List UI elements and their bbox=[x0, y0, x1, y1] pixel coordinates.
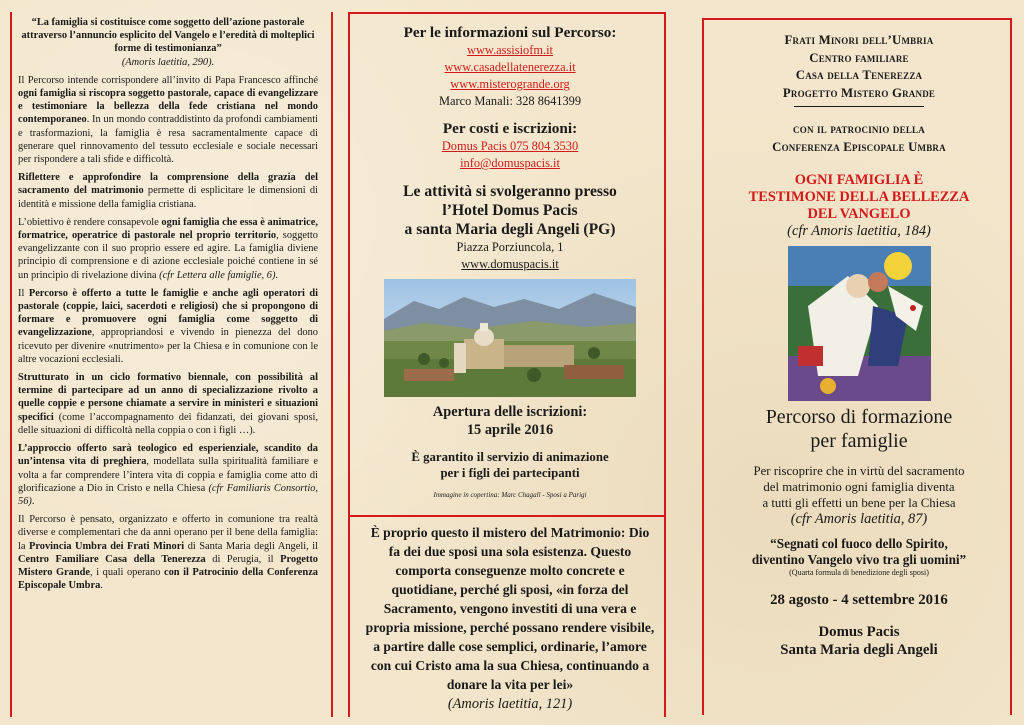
text: , modellata sulla spiritualità familiare e volta a far comprendere l’intera vita di coppia e famiglia come atto di glorificazione a Dio in Cristo e nella Chiesa bbox=[18, 456, 318, 494]
text: . bbox=[275, 269, 279, 281]
event-dates: 28 agosto - 4 settembre 2016 bbox=[770, 592, 948, 608]
landscape-illustration bbox=[384, 279, 636, 397]
text: Il bbox=[18, 287, 29, 299]
text: (come l’accompagnamento dei fidanzati, dei giovani sposi, delle situazioni di difficoltà nella coppia o con i figli …). bbox=[18, 411, 318, 436]
subtitle-line-2: del matrimonio ogni famiglia diventa bbox=[763, 480, 955, 494]
text-bold: Provincia Umbra dei Frati Minori bbox=[29, 540, 185, 552]
text-bold: Centro Familiare Casa della Tenerezza bbox=[18, 553, 206, 565]
apertura-date: 15 aprile 2016 bbox=[466, 422, 554, 438]
venue-address: Piazza Porziuncola, 1 bbox=[456, 240, 564, 254]
org-frati-minori: Frati Minori dell’Umbria bbox=[784, 33, 934, 47]
frame-line-col1-right bbox=[331, 12, 333, 717]
painting-illustration bbox=[788, 246, 931, 401]
frame-line-col2-right bbox=[664, 12, 666, 717]
frame-line-col3-left bbox=[702, 18, 704, 715]
cover-title-line-1: OGNI FAMIGLIA È bbox=[794, 172, 924, 188]
venue-line-1: Le attività si svolgeranno presso bbox=[403, 183, 617, 200]
paragraph-pensato bbox=[18, 513, 318, 592]
animazione-line-2: per i figli dei partecipanti bbox=[440, 466, 580, 480]
frame-line-left bbox=[10, 12, 12, 717]
text: . In un mondo contraddistinto da profondi cambiamenti e trasformazioni, la famiglia è resa sacramentalmente capace di generare quel rinnovamento del tessuto ecclesiale e sociale necessari per rispondere a tali sfide e difficoltà. bbox=[18, 114, 318, 166]
text: di Perugia, il bbox=[205, 553, 281, 565]
info-heading: Per le informazioni sul Percorso: bbox=[403, 24, 617, 41]
blessing-quote-line-1: “Segnati col fuoco dello Spirito, bbox=[770, 536, 948, 551]
paragraph-offerto bbox=[18, 287, 318, 366]
chagall-painting-image bbox=[788, 246, 931, 401]
text-bold: L’approccio offerto sarà teologico ed esperienziale, scandito da un’intensa vita di preghiera bbox=[18, 443, 318, 468]
frame-line-col2-left bbox=[348, 12, 350, 717]
column-intro bbox=[18, 16, 318, 725]
cover-title-source: (cfr Amoris laetitia, 184) bbox=[787, 223, 931, 239]
paragraph-riflettere bbox=[18, 171, 318, 211]
cover-image-credit: Immagine in copertina: Marc Chagall - Sposi a Parigi bbox=[433, 491, 587, 499]
paragraph-invito bbox=[18, 74, 318, 166]
text-bold: Progetto Mistero Grande bbox=[18, 553, 318, 578]
frame-line-top-1 bbox=[348, 12, 666, 14]
apertura-line-1: Apertura delle iscrizioni: bbox=[432, 404, 588, 420]
text: L’obiettivo è rendere consapevole bbox=[18, 216, 162, 228]
link-casadellatenerezza[interactable]: www.casadellatenerezza.it bbox=[444, 60, 576, 74]
column-info bbox=[365, 24, 655, 725]
org-mistero-grande: Progetto Mistero Grande bbox=[782, 85, 936, 100]
org-casa-tenerezza: Casa della Tenerezza bbox=[795, 68, 923, 82]
text-italic: (cfr Lettera alle famiglie, 6) bbox=[159, 269, 276, 281]
column-cover bbox=[720, 32, 998, 725]
blessing-source: (Quarta formula di benedizione degli sposi) bbox=[789, 568, 929, 577]
text: Il Percorso intende corrispondere all’invito di Papa Francesco affinché bbox=[18, 74, 318, 86]
text: Il Percorso è pensato, organizzato e offerto in comunione tra realtà diverse e complementari che da anni operano per il bene della famiglia: la bbox=[18, 514, 318, 552]
venue-line-3: a santa Maria degli Angeli (PG) bbox=[404, 221, 616, 238]
cover-title-line-2: TESTIMONE DELLA BELLEZZA bbox=[748, 189, 970, 205]
opening-quote bbox=[18, 16, 318, 69]
text-bold: con il Patrocinio della Conferenza Episcopale Umbra bbox=[18, 566, 319, 592]
frame-line-col3-right bbox=[1010, 18, 1012, 715]
contact-phone: Marco Manali: 328 8641399 bbox=[438, 94, 582, 108]
link-assisiofm[interactable]: www.assisiofm.it bbox=[467, 43, 553, 57]
costs-heading: Per costi e iscrizioni: bbox=[442, 120, 578, 137]
animazione-line-1: È garantito il servizio di animazione bbox=[411, 450, 609, 464]
opening-quote-source: (Amoris laetitia, 290). bbox=[121, 56, 215, 68]
basilica-landscape-photo bbox=[384, 279, 636, 397]
text: permette di esplicitare le dimensioni di identità e missione della famiglia cristiana. bbox=[18, 185, 318, 210]
percorso-title-line-1: Percorso di formazione bbox=[765, 406, 953, 428]
text-bold: Strutturato in un ciclo formativo biennale, con possibilità al termine di partecipare ad un anno di specializzazione rivolto a quelle coppie e persone chiamate a servire in ministeri e situazioni specifici bbox=[18, 372, 318, 423]
text: . bbox=[100, 580, 103, 592]
subtitle-line-1: Per riscoprire che in virtù del sacramento bbox=[753, 464, 965, 478]
venue-block bbox=[365, 182, 655, 239]
text-bold: Percorso è offerto a tutte le famiglie e anche agli operatori di pastorale (coppie, laici, sacerdoti e religiosi) che si propongono di formare e promuovere ogni famiglia come soggetto di evangelizzazione bbox=[18, 287, 319, 339]
venue-website-link[interactable]: www.domuspacis.it bbox=[461, 257, 559, 271]
event-location-line-1: Domus Pacis bbox=[818, 624, 900, 640]
text: di Santa Maria degli Angeli, il bbox=[184, 540, 318, 552]
text-bold: Riflettere e approfondire la comprensione della grazia del sacramento del matrimonio bbox=[18, 172, 318, 197]
cover-title-line-3: DEL VANGELO bbox=[807, 206, 911, 222]
mistero-source: (Amoris laetitia, 121) bbox=[447, 696, 573, 712]
event-location-line-2: Santa Maria degli Angeli bbox=[780, 642, 938, 658]
separator-line bbox=[794, 106, 924, 107]
link-misterogrande[interactable]: www.misterogrande.org bbox=[450, 77, 570, 91]
subtitle-source: (cfr Amoris laetitia, 87) bbox=[790, 511, 928, 527]
percorso-title-line-2: per famiglie bbox=[810, 430, 908, 452]
patrocinio-line-2: Conferenza Episcopale Umbra bbox=[772, 139, 946, 154]
paragraph-obiettivo bbox=[18, 216, 318, 282]
text-italic: (cfr Familiaris Consortio, 56) bbox=[18, 482, 318, 507]
text: . bbox=[31, 495, 35, 507]
frame-line-top-3 bbox=[702, 18, 1012, 20]
venue-line-2: l’Hotel Domus Pacis bbox=[442, 202, 578, 219]
opening-quote-text: “La famiglia si costituisce come soggetto dell’azione pastorale attraverso l’annuncio esplicito del Vangelo e l’eredità di molteplici forme di testimonianza” bbox=[21, 17, 315, 55]
text-bold: ogni famiglia si riscopra soggetto pastorale, capace di evangelizzare e testimoniare la bellezza della fede cristiana nel mondo contemporaneo bbox=[18, 88, 318, 126]
blessing-quote-line-2: diventino Vangelo vivo tra gli uomini” bbox=[751, 552, 967, 567]
text: , appropriandosi e vivendo in pienezza del dono ricevuto per divenire «nutrimento» per la Chiesa e in comunione con le altre vocazioni ecclesiali. bbox=[18, 327, 318, 365]
mistero-quote: È proprio questo il mistero del Matrimonio: Dio fa dei due sposi una sola esistenza. Questo comporta conseguenze molto concrete e quotidiane, perché gli sposi, «in forza del Sacramento, vengono investiti di una vera e propria missione, perché possano rendere visibile, a partire dalle cose semplici, ordinarie, l’amore con cui Cristo ama la sua Chiesa, continuando a donare la vita per lei» bbox=[365, 525, 655, 692]
paragraph-approccio bbox=[18, 442, 318, 508]
text: , soggetto evangelizzante con il suo proprio essere ed agire. La famiglia diviene principio di comprensione e di azione ecclesiale poiché contiene in sé un principio di rivelazione divina bbox=[18, 230, 319, 281]
org-centro-familiare: Centro familiare bbox=[809, 50, 909, 65]
text-bold: ogni famiglia che essa è animatrice, formatrice, operatrice di pastorale nel proprio territorio bbox=[18, 216, 318, 242]
costs-phone-link[interactable]: Domus Pacis 075 804 3530 bbox=[441, 139, 579, 153]
subtitle-line-3: a tutti gli effetti un bene per la Chiesa bbox=[762, 496, 956, 510]
paragraph-strutturato bbox=[18, 371, 318, 437]
mistero-matrimonio-text bbox=[365, 523, 655, 714]
costs-email-link[interactable]: info@domuspacis.it bbox=[460, 156, 560, 170]
text: , i quali operano bbox=[90, 566, 164, 578]
patrocinio-line-1: con il patrocinio della bbox=[793, 122, 925, 136]
